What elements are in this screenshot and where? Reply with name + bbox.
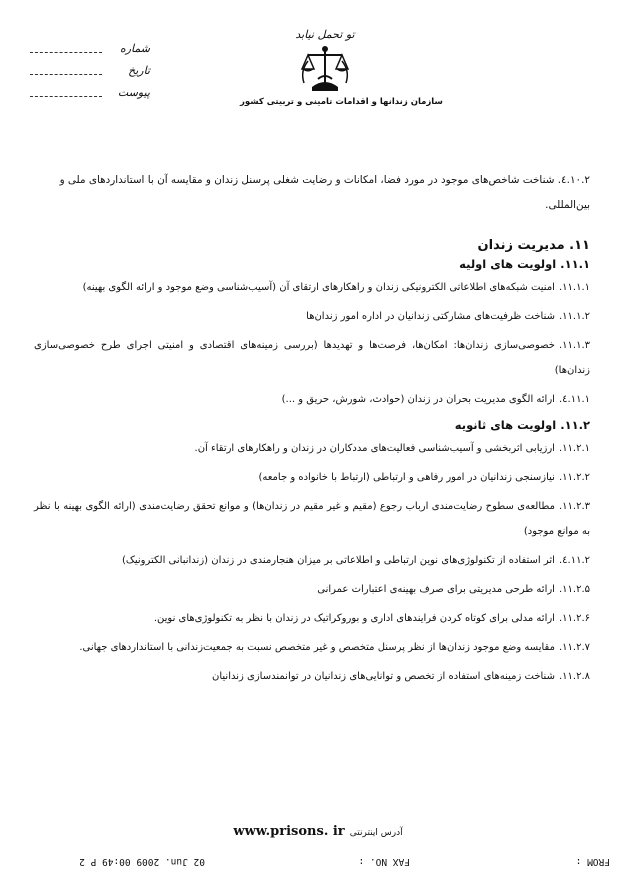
- item-number: ۱۱.۲.۶.: [558, 613, 590, 624]
- meta-field-number: [30, 42, 150, 64]
- meta-field-label: پیوست: [117, 86, 150, 99]
- intro-paragraph: ۱۰.۲.٤. شناخت شاخص‌های موجود در مورد فضا، امکانات و رضایت شغلی پرسنل زندان و مقایسه آن با استانداردهای ملی و بین‌المللی.: [59, 174, 590, 211]
- fax-number: FAX NO. :: [358, 856, 410, 867]
- item-text: شناخت ظرفیت‌های مشارکتی زندانیان در اداره امور زندان‌ها: [306, 311, 555, 322]
- letterhead: [240, 28, 443, 107]
- list-item: [34, 304, 590, 329]
- item-text: شناخت زمینه‌های استفاده از تخصص و توانایی‌های زندانیان در توانمندسازی زندانیان: [212, 671, 555, 682]
- list-item: [34, 606, 590, 631]
- item-number: ۱۱.۱.۱.: [558, 282, 590, 293]
- subsection-title-secondary: ۱۱.۲. اولویت های ثانویه: [454, 418, 590, 432]
- meta-field-label: شماره: [119, 42, 150, 55]
- item-text: نیازسنجی زندانیان در امور رفاهی و ارتباطی (ارتباط با خانواده و جامعه): [258, 472, 555, 483]
- list-item: [34, 635, 590, 660]
- list-item: [34, 465, 590, 490]
- item-text: ارائه مدلی برای کوتاه کردن فرایندهای اداری و بوروکراتیک در زندان با نظر به تکنولوژی‌های نوین.: [153, 613, 555, 624]
- item-number: ۱۱.۱.٤.: [558, 394, 590, 405]
- item-text: مقایسه وضع موجود زندان‌ها از نظر پرسنل متخصص و غیر متخصص نسبت به جمعیت‌زندانی با استانداردهای جهانی.: [79, 642, 555, 653]
- website-url[interactable]: www.prisons. ir: [233, 824, 345, 839]
- website-label: آدرس اینترنتی: [349, 828, 403, 838]
- item-text: مطالعه‌ی سطوح رضایت‌مندی ارباب رجوع (مقیم و غیر مقیم در زندان‌ها) و موانع تحقق رضایت‌مندی (ارائه الگوی بهینه با نظر به موانع موجود): [34, 501, 590, 537]
- item-text: خصوصی‌سازی زندان‌ها: امکان‌ها، فرصت‌ها و تهدیدها (بررسی زمینه‌های اقتصادی و امنیتی اجرای طرح خصوصی‌سازی زندان‌ها): [34, 340, 590, 376]
- item-text: ارائه الگوی مدیریت بحران در زندان (حوادث، شورش، حریق و ...): [281, 394, 555, 405]
- meta-field-attachment: [30, 86, 150, 108]
- item-number: ۱۱.۲.۸.: [558, 671, 590, 682]
- item-number: ۱۱.۲.۲.: [558, 472, 590, 483]
- list-item: [34, 664, 590, 689]
- item-text: اثر استفاده از تکنولوژی‌های نوین ارتباطی و اطلاعاتی بر میزان هنجارمندی در زندان (زندانبانی الکترونیک): [122, 555, 555, 566]
- organization-name: سازمان زندانها و اقدامات تامینی و تربیتی کشور: [240, 97, 443, 107]
- meta-field-blank: [30, 74, 102, 75]
- fax-header-line: [0, 851, 620, 867]
- footer-website: [220, 820, 420, 839]
- letterhead-motto: تو تحمل نیابد: [295, 28, 355, 41]
- list-item: [34, 387, 590, 412]
- fax-datetime: 02 Jun. 2009 00:49 P 2: [79, 856, 205, 867]
- meta-field-blank: [30, 96, 102, 97]
- section-title: ۱۱. مدیریت زندان: [477, 238, 590, 253]
- list-item: [34, 548, 590, 573]
- document-body: [34, 168, 590, 693]
- item-number: ۱۱.۲.۳.: [558, 501, 590, 512]
- subsection-title-primary: ۱۱.۱. اولویت های اولیه: [459, 257, 590, 271]
- item-text: ارزیابی اثربخشی و آسیب‌شناسی فعالیت‌های مددکاران در زندان و راهکارهای ارتقاء آن.: [194, 443, 555, 454]
- item-number: ۱۱.۲.۵.: [558, 584, 590, 595]
- judiciary-scales-emblem-icon: [298, 43, 352, 95]
- item-text: ارائه طرحی مدیریتی برای صرف بهینه‌ی اعتبارات عمرانی: [317, 584, 555, 595]
- list-item: [34, 577, 590, 602]
- item-number: ۱۱.۲.۷.: [558, 642, 590, 653]
- letter-meta-fields: [30, 42, 150, 108]
- item-number: ۱۱.۱.۳.: [558, 340, 590, 351]
- list-item: [34, 494, 590, 544]
- list-item: [34, 436, 590, 461]
- item-number: ۱۱.۱.۲.: [558, 311, 590, 322]
- list-item: [34, 275, 590, 300]
- fax-from: FROM :: [575, 856, 610, 867]
- meta-field-blank: [30, 52, 102, 53]
- item-number: ۱۱.۲.٤.: [558, 555, 590, 566]
- list-item: [34, 333, 590, 383]
- item-number: ۱۱.۲.۱.: [558, 443, 590, 454]
- meta-field-date: [30, 64, 150, 86]
- item-text: امنیت شبکه‌های اطلاعاتی الکترونیکی زندان و راهکارهای ارتقای آن (آسیب‌شناسی وضع موجود و ارائه الگوی بهینه): [82, 282, 555, 293]
- meta-field-label: تاریخ: [128, 64, 150, 77]
